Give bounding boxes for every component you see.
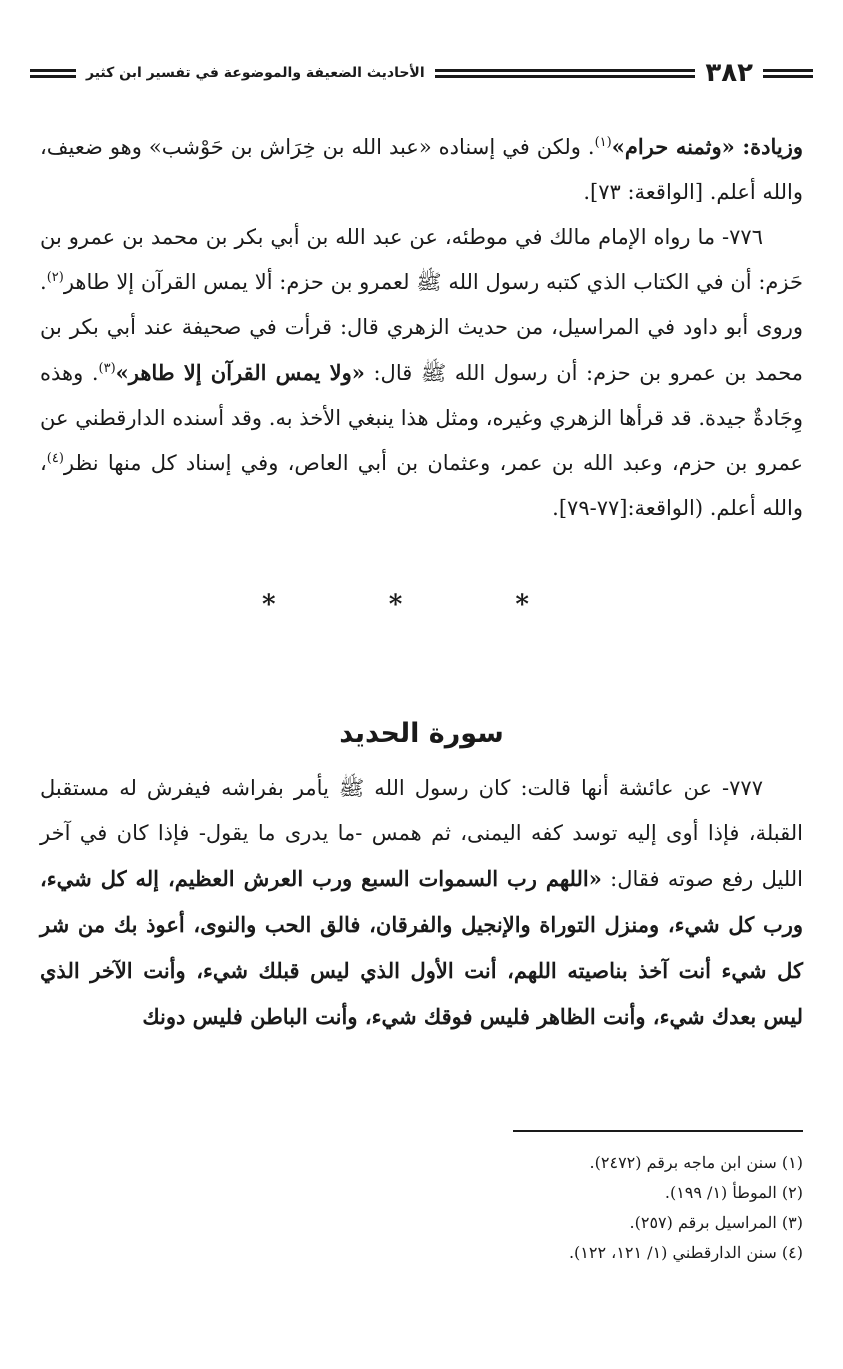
running-header [30,56,813,90]
footnote-divider [513,1130,803,1132]
text-block-waqiah [40,124,803,531]
footnote-3: (٣) المراسيل برقم (٢٥٧). [629,1213,803,1232]
dua-quote: «اللهم رب السموات السبع ورب العرش العظيم، إله كل شيء، ورب كل شيء، ومنزل التوراة والإنجيل والفرقان، فالق الحب والنوى، أعوذ بك من شر كل شيء أنت آخذ بناصيته اللهم، أنت الأول الذي ليس قبلك شيء، وأنت الآخر الذي ليس بعدك شيء، وأنت الظاهر فليس فوقك شيء، وأنت الباطن فليس دونك [40,866,803,1029]
text-block-hadid [40,766,803,1040]
section-separator: * * * [262,590,581,620]
footnote-ref-4: (٤) [46,451,64,466]
paragraph-continuation: وزيادة: «وثمنه حرام»$^{(١)}$. ولكن في إسناده «عبد الله بن خِرَاش بن حَوْشب» وهو ضعيف، والله أعلم. [الواقعة: ٧٣]. [40,134,803,204]
paragraph-hadith-776: ٧٧٦- ما رواه الإمام مالك في موطئه، عن عبد الله بن أبي بكر بن محمد بن عمرو بن حَزم: أن في الكتاب الذي كتبه رسول الله ﷺ لعمرو بن حزم: ألا يمس القرآن إلا طاهر$^{(٢)}$. وروى أبو داود في المراسيل، من حديث الزهري قال: قرأت في صحيفة عند أبي بكر بن محمد بن عمرو بن حزم: أن رسول الله ﷺ قال: «ولا يمس القرآن إلا طاهر»$^{(٣)}$. وهذه وِجَادةٌ جيدة. قد قرأها الزهري وغيره، ومثل هذا ينبغي الأخذ به. وقد أسنده الدارقطني عن عمرو بن حزم، وعبد الله بن عمر، وعثمان بن أبي العاص، وفي إسناد كل منها نظر$^{(٤)}$، والله أعلم. (الواقعة:[٧٧-٧٩]. [40,225,804,520]
footnote-4: (٤) سنن الدارقطني (١/ ١٢١، ١٢٢). [568,1243,803,1262]
surah-title: سورة الحديد [339,718,504,749]
footnote-ref-2: (٢) [46,270,64,285]
footnote-ref-3: (٣) [98,361,116,376]
hadith-quote: «ولا يمس القرآن إلا طاهر» [115,360,365,385]
footnote-1: (١) سنن ابن ماجه برقم (٢٤٧٢). [589,1153,803,1172]
header-rule-left [30,69,76,78]
footnote-2: (٢) الموطأ (١/ ١٩٩). [664,1183,803,1202]
paragraph-hadith-777: ٧٧٧- عن عائشة أنها قالت: كان رسول الله ﷺ يأمر بفراشه فيفرش له مستقبل القبلة، فإذا أوى إليه توسد كفه اليمنى، ثم همس -ما يدرى ما يقول- فإذا كان في آخر الليل رفع صوته فقال: «اللهم رب السموات السبع ورب العرش العظيم، إله كل شيء، ورب كل شيء، ومنزل التوراة والإنجيل والفرقان، فالق الحب والنوى، أعوذ بك من شر كل شيء أنت آخذ بناصيته اللهم، أنت الأول الذي ليس قبلك شيء، وأنت الآخر الذي ليس بعدك شيء، وأنت الظاهر فليس فوقك شيء، وأنت الباطن فليس دونك [40,776,803,1029]
header-rule-right [763,69,813,78]
footnotes [40,1148,803,1268]
page-number: ٣٨٢ [705,58,753,88]
header-rule-middle [435,69,696,78]
footnote-ref-1: (١) [594,135,612,150]
header-title: الأحاديث الضعيفة والموضوعة في تفسير ابن كثير [86,65,425,81]
